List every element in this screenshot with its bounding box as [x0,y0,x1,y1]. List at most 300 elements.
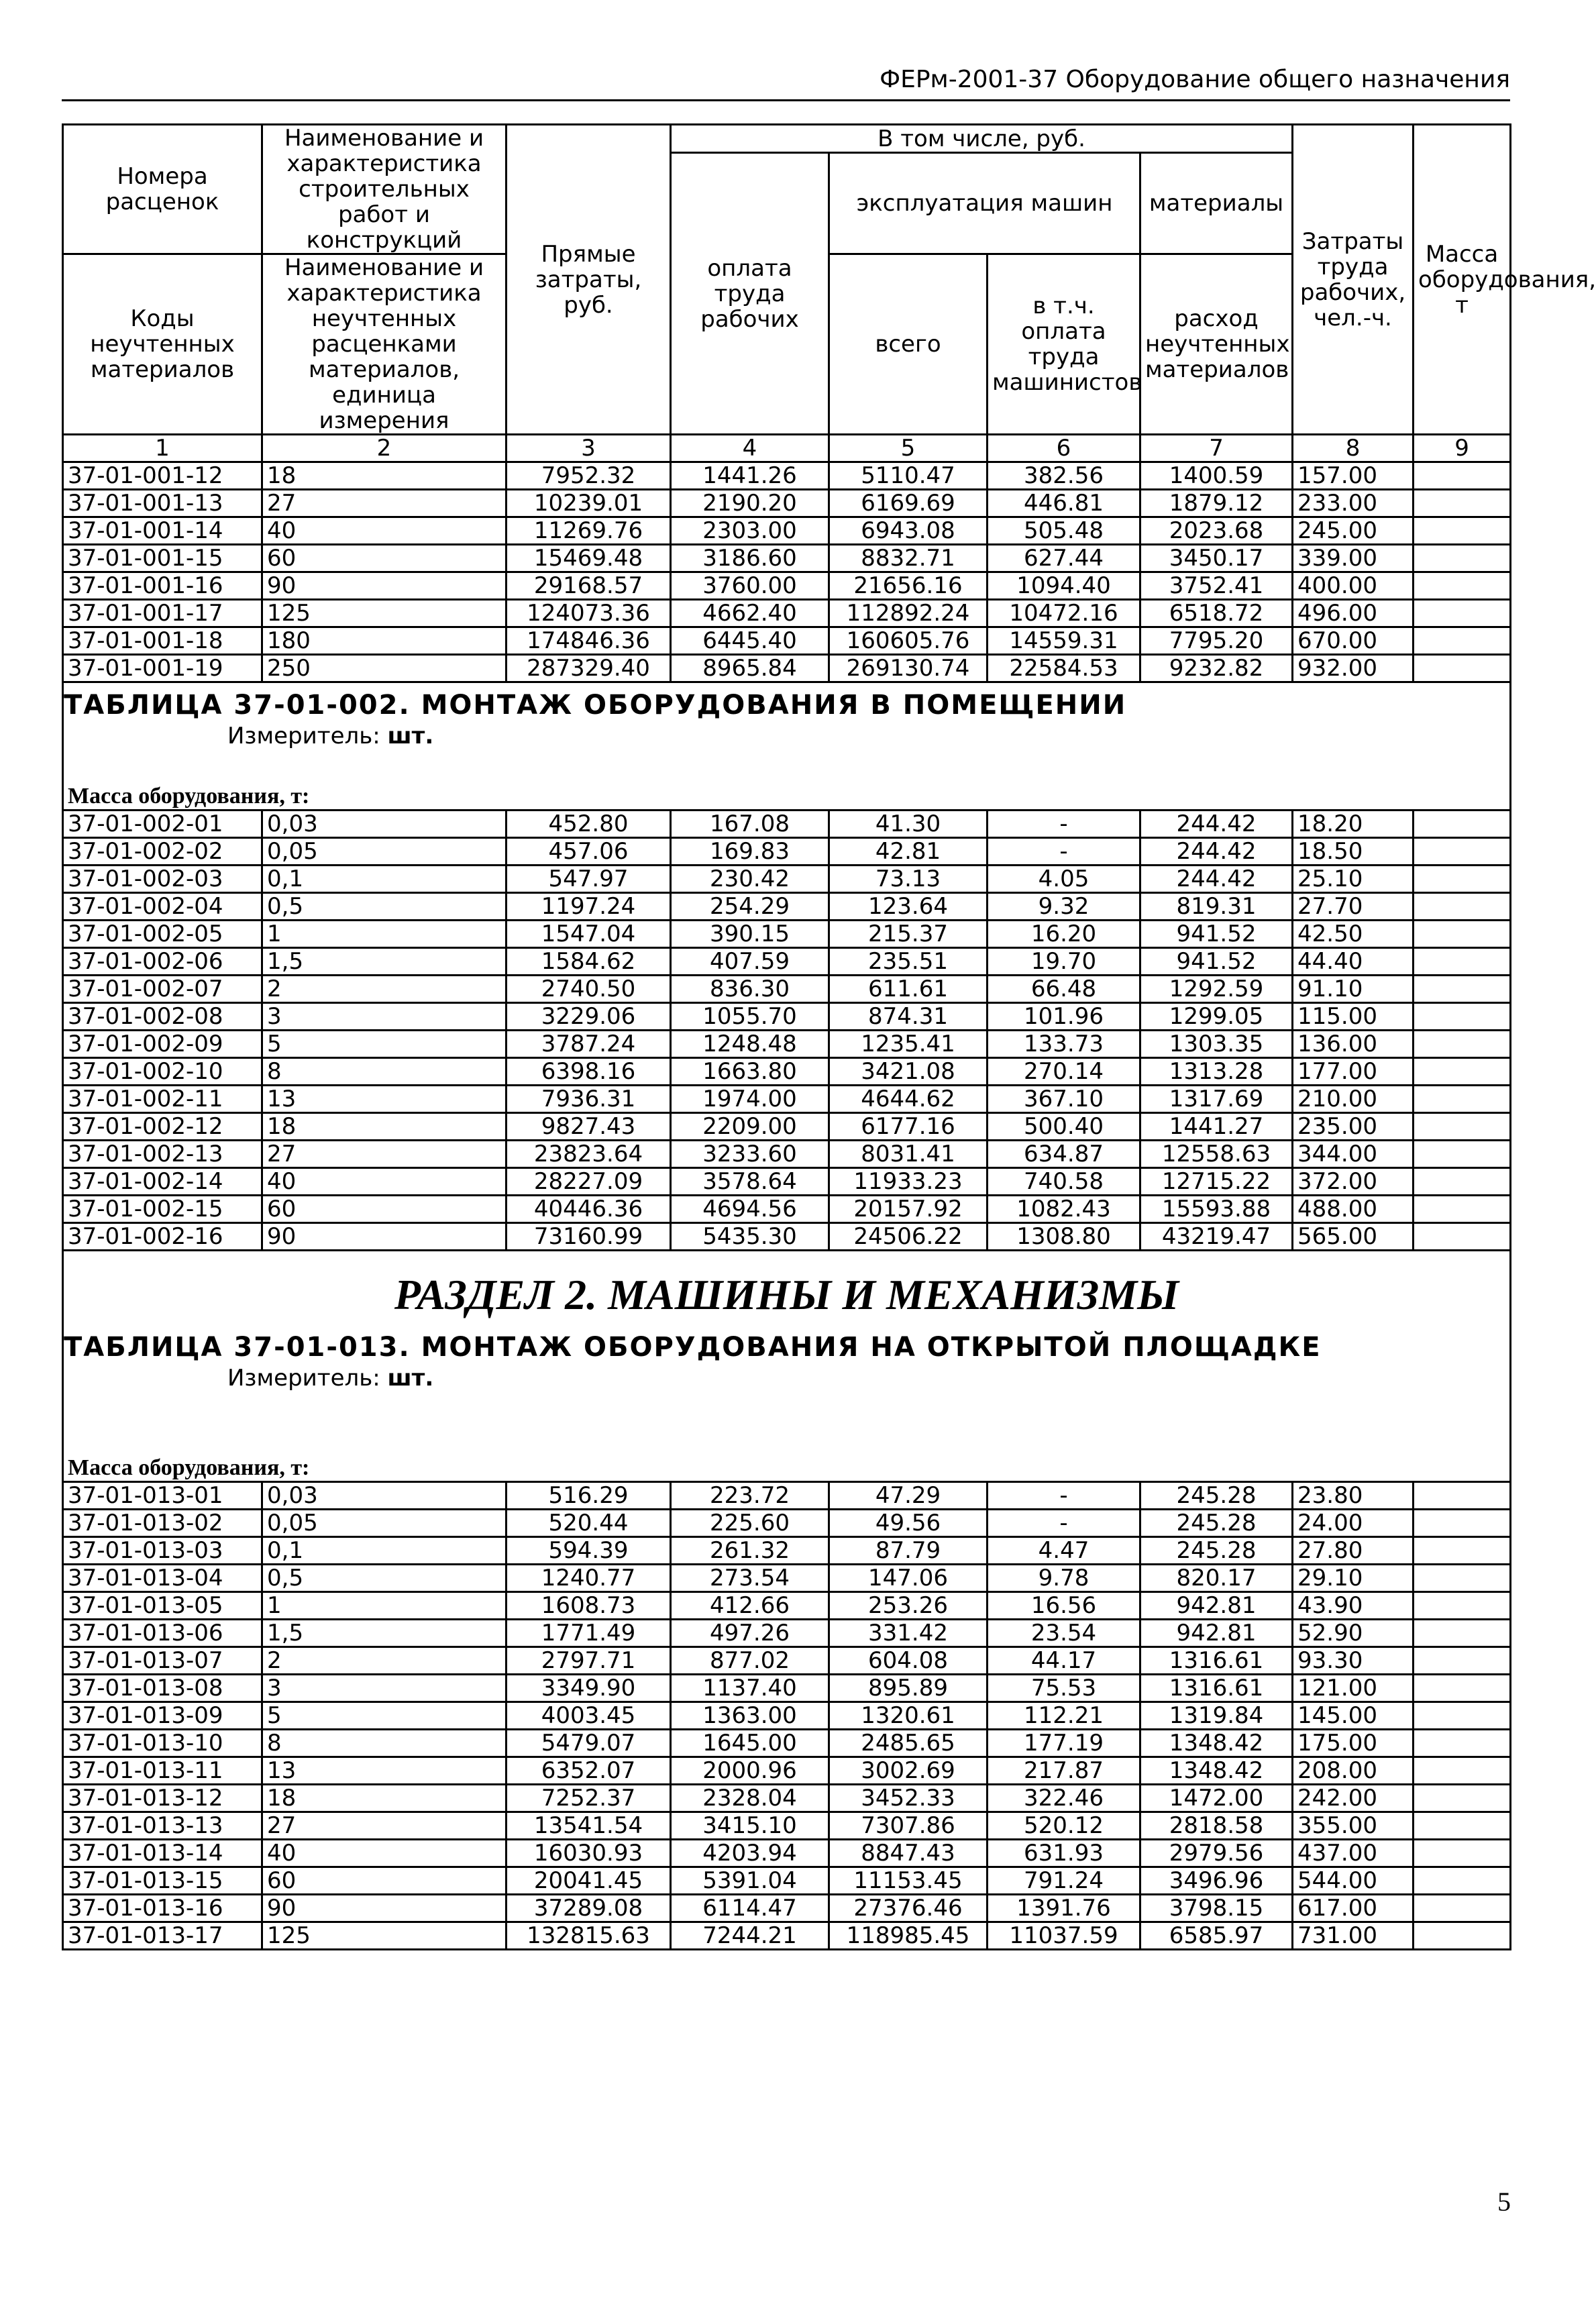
cell-col-5: 160605.76 [829,627,988,655]
cell-col-7: 43219.47 [1140,1223,1293,1251]
cell-col-9 [1414,1867,1511,1895]
cell-col-5: 11933.23 [829,1168,988,1196]
cell-col-8: 177.00 [1293,1058,1414,1086]
header-work-name: Наименование и характеристика строительных работ и конструкций [262,125,507,254]
cell-col-8: 175.00 [1293,1730,1414,1757]
cell-col-9 [1414,1223,1511,1251]
table-title-cell [63,682,1511,762]
cell-col-9 [1414,1675,1511,1702]
cell-col-8: 27.80 [1293,1537,1414,1565]
cell-col-9 [1414,921,1511,948]
cell-col-6: 791.24 [988,1867,1140,1895]
cell-col-2: 250 [262,655,507,682]
cell-col-6: 1094.40 [988,572,1140,600]
cell-col-9 [1414,866,1511,893]
section-row [63,1251,1511,1433]
cell-col-2: 2 [262,1647,507,1675]
cell-col-9 [1414,517,1511,545]
cell-col-9 [1414,1086,1511,1113]
cell-col-4: 225.60 [671,1510,829,1537]
cell-col-3: 6352.07 [507,1757,671,1785]
cell-col-2: 0,5 [262,1565,507,1592]
cell-col-8: 23.80 [1293,1482,1414,1510]
cell-col-5: 6169.69 [829,490,988,517]
table-row [63,545,1511,572]
cell-col-9 [1414,1003,1511,1031]
mass-label-row [63,1432,1511,1482]
cell-col-9 [1414,1647,1511,1675]
cell-col-3: 1771.49 [507,1620,671,1647]
cell-col-7: 820.17 [1140,1565,1293,1592]
cell-col-5: 3002.69 [829,1757,988,1785]
header-material-usage: расход неучтенных материалов [1140,254,1293,435]
cell-col-9 [1414,462,1511,490]
cell-col-1: 37-01-002-11 [63,1086,262,1113]
cell-col-5: 215.37 [829,921,988,948]
cell-col-1: 37-01-001-18 [63,627,262,655]
cell-col-4: 1974.00 [671,1086,829,1113]
cell-col-6: 66.48 [988,976,1140,1003]
cell-col-8: 235.00 [1293,1113,1414,1141]
cell-col-6: 446.81 [988,490,1140,517]
cell-col-5: 8847.43 [829,1840,988,1867]
cell-col-5: 87.79 [829,1537,988,1565]
cell-col-2: 0,05 [262,1510,507,1537]
cell-col-1: 37-01-002-15 [63,1196,262,1223]
cell-col-1: 37-01-013-10 [63,1730,262,1757]
table-row [63,1168,1511,1196]
cell-col-4: 167.08 [671,811,829,838]
cell-col-9 [1414,572,1511,600]
cell-col-5: 7307.86 [829,1812,988,1840]
page-header: ФЕРм-2001-37 Оборудование общего назначения [880,66,1510,93]
cell-col-3: 16030.93 [507,1840,671,1867]
cell-col-4: 407.59 [671,948,829,976]
cell-col-6: 270.14 [988,1058,1140,1086]
cell-col-4: 6445.40 [671,627,829,655]
cell-col-3: 3229.06 [507,1003,671,1031]
cell-col-6: 16.56 [988,1592,1140,1620]
cell-col-9 [1414,545,1511,572]
cell-col-8: 339.00 [1293,545,1414,572]
cell-col-8: 29.10 [1293,1565,1414,1592]
cell-col-6: 11037.59 [988,1922,1140,1950]
column-number: 2 [262,435,507,462]
cell-col-9 [1414,1196,1511,1223]
rates-table [62,123,1596,1950]
cell-col-1: 37-01-013-02 [63,1510,262,1537]
table-row [63,1757,1511,1785]
table-row [63,1223,1511,1251]
cell-col-8: 91.10 [1293,976,1414,1003]
cell-col-4: 261.32 [671,1537,829,1565]
cell-col-5: 27376.46 [829,1895,988,1922]
table-row [63,462,1511,490]
cell-col-2: 5 [262,1031,507,1058]
cell-col-8: 210.00 [1293,1086,1414,1113]
table-row [63,1620,1511,1647]
cell-col-7: 245.28 [1140,1482,1293,1510]
table-row [63,1675,1511,1702]
cell-col-5: 24506.22 [829,1223,988,1251]
cell-col-4: 412.66 [671,1592,829,1620]
cell-col-2: 90 [262,1223,507,1251]
table-row [63,1086,1511,1113]
cell-col-4: 1441.26 [671,462,829,490]
cell-col-1: 37-01-001-19 [63,655,262,682]
cell-col-8: 24.00 [1293,1510,1414,1537]
cell-col-9 [1414,1510,1511,1537]
cell-col-9 [1414,976,1511,1003]
cell-col-7: 1303.35 [1140,1031,1293,1058]
cell-col-6: 4.47 [988,1537,1140,1565]
cell-col-7: 244.42 [1140,811,1293,838]
table-row [63,948,1511,976]
measure-unit: шт. [387,723,434,749]
cell-col-2: 60 [262,1867,507,1895]
column-number: 4 [671,435,829,462]
cell-col-9 [1414,1113,1511,1141]
cell-col-4: 169.83 [671,838,829,866]
cell-col-7: 245.28 [1140,1537,1293,1565]
cell-col-7: 1316.61 [1140,1647,1293,1675]
cell-col-6: 4.05 [988,866,1140,893]
header-rate-numbers: Номера расценок [63,125,262,254]
table-row [63,1592,1511,1620]
cell-col-9 [1414,1785,1511,1812]
mass-label: Масса оборудования, т: [63,1432,1511,1482]
table-row [63,893,1511,921]
cell-col-6: 101.96 [988,1003,1140,1031]
table-row [63,1196,1511,1223]
cell-col-2: 60 [262,545,507,572]
cell-col-9 [1414,1592,1511,1620]
cell-col-8: 136.00 [1293,1031,1414,1058]
cell-col-4: 836.30 [671,976,829,1003]
cell-col-5: 49.56 [829,1510,988,1537]
cell-col-7: 244.42 [1140,838,1293,866]
table-row [63,572,1511,600]
cell-col-7: 1292.59 [1140,976,1293,1003]
cell-col-4: 2303.00 [671,517,829,545]
cell-col-3: 9827.43 [507,1113,671,1141]
cell-col-6: 1082.43 [988,1196,1140,1223]
cell-col-1: 37-01-013-05 [63,1592,262,1620]
cell-col-7: 1348.42 [1140,1757,1293,1785]
cell-col-2: 1,5 [262,1620,507,1647]
cell-col-9 [1414,1168,1511,1196]
measure-line [227,723,1505,749]
cell-col-6: 520.12 [988,1812,1140,1840]
cell-col-8: 42.50 [1293,921,1414,948]
cell-col-6: 740.58 [988,1168,1140,1196]
cell-col-8: 18.20 [1293,811,1414,838]
cell-col-1: 37-01-013-09 [63,1702,262,1730]
cell-col-3: 73160.99 [507,1223,671,1251]
cell-col-2: 0,03 [262,1482,507,1510]
table-row [63,1785,1511,1812]
cell-col-1: 37-01-013-06 [63,1620,262,1647]
cell-col-2: 13 [262,1757,507,1785]
cell-col-1: 37-01-013-16 [63,1895,262,1922]
cell-col-9 [1414,1840,1511,1867]
cell-col-6: - [988,1482,1140,1510]
cell-col-7: 2979.56 [1140,1840,1293,1867]
cell-col-4: 4694.56 [671,1196,829,1223]
cell-col-1: 37-01-013-15 [63,1867,262,1895]
cell-col-7: 941.52 [1140,921,1293,948]
cell-col-5: 269130.74 [829,655,988,682]
cell-col-5: 8031.41 [829,1141,988,1168]
cell-col-4: 3233.60 [671,1141,829,1168]
cell-col-2: 13 [262,1086,507,1113]
cell-col-2: 1 [262,1592,507,1620]
cell-col-6: 10472.16 [988,600,1140,627]
cell-col-1: 37-01-002-10 [63,1058,262,1086]
table-row [63,600,1511,627]
cell-col-8: 43.90 [1293,1592,1414,1620]
cell-col-4: 273.54 [671,1565,829,1592]
header-machines: эксплуатация машин [829,153,1140,254]
cell-col-9 [1414,948,1511,976]
table-row [63,838,1511,866]
cell-col-5: 895.89 [829,1675,988,1702]
cell-col-7: 942.81 [1140,1592,1293,1620]
cell-col-9 [1414,1482,1511,1510]
cell-col-7: 1316.61 [1140,1675,1293,1702]
cell-col-1: 37-01-013-11 [63,1757,262,1785]
cell-col-3: 23823.64 [507,1141,671,1168]
cell-col-6: - [988,811,1140,838]
cell-col-2: 0,05 [262,838,507,866]
cell-col-7: 3496.96 [1140,1867,1293,1895]
cell-col-5: 73.13 [829,866,988,893]
cell-col-1: 37-01-013-08 [63,1675,262,1702]
cell-col-8: 25.10 [1293,866,1414,893]
cell-col-8: 670.00 [1293,627,1414,655]
cell-col-5: 147.06 [829,1565,988,1592]
cell-col-5: 41.30 [829,811,988,838]
cell-col-9 [1414,893,1511,921]
cell-col-1: 37-01-002-03 [63,866,262,893]
cell-col-8: 233.00 [1293,490,1414,517]
cell-col-5: 6177.16 [829,1113,988,1141]
cell-col-9 [1414,1702,1511,1730]
cell-col-4: 1363.00 [671,1702,829,1730]
column-number: 6 [988,435,1140,462]
cell-col-6: 112.21 [988,1702,1140,1730]
mass-label-row [63,761,1511,811]
cell-col-6: 1308.80 [988,1223,1140,1251]
cell-col-7: 1441.27 [1140,1113,1293,1141]
cell-col-3: 7952.32 [507,462,671,490]
cell-col-8: 400.00 [1293,572,1414,600]
cell-col-3: 5479.07 [507,1730,671,1757]
cell-col-4: 1055.70 [671,1003,829,1031]
cell-col-4: 254.29 [671,893,829,921]
cell-col-7: 941.52 [1140,948,1293,976]
header-machines-total: всего [829,254,988,435]
cell-col-6: 23.54 [988,1620,1140,1647]
header-wages: оплата труда рабочих [671,153,829,435]
cell-col-1: 37-01-002-07 [63,976,262,1003]
cell-col-8: 488.00 [1293,1196,1414,1223]
cell-col-2: 3 [262,1675,507,1702]
cell-col-1: 37-01-002-04 [63,893,262,921]
cell-col-2: 27 [262,1812,507,1840]
cell-col-7: 6518.72 [1140,600,1293,627]
cell-col-3: 2740.50 [507,976,671,1003]
cell-col-5: 112892.24 [829,600,988,627]
cell-col-6: 367.10 [988,1086,1140,1113]
cell-col-3: 28227.09 [507,1168,671,1196]
cell-col-1: 37-01-013-01 [63,1482,262,1510]
cell-col-4: 7244.21 [671,1922,829,1950]
cell-col-8: 121.00 [1293,1675,1414,1702]
cell-col-5: 21656.16 [829,572,988,600]
cell-col-5: 604.08 [829,1647,988,1675]
cell-col-4: 3578.64 [671,1168,829,1196]
section-title: РАЗДЕЛ 2. МАШИНЫ И МЕХАНИЗМЫ [394,1271,1179,1318]
cell-col-2: 90 [262,572,507,600]
cell-col-1: 37-01-013-07 [63,1647,262,1675]
cell-col-8: 242.00 [1293,1785,1414,1812]
cell-col-7: 1319.84 [1140,1702,1293,1730]
cell-col-1: 37-01-001-12 [63,462,262,490]
cell-col-2: 1,5 [262,948,507,976]
cell-col-9 [1414,1058,1511,1086]
cell-col-2: 18 [262,462,507,490]
cell-col-6: 9.32 [988,893,1140,921]
cell-col-6: 500.40 [988,1113,1140,1141]
cell-col-8: 18.50 [1293,838,1414,866]
mass-label: Масса оборудования, т: [63,761,1511,811]
header-material-codes: Коды неучтенных материалов [63,254,262,435]
cell-col-3: 7936.31 [507,1086,671,1113]
cell-col-4: 5391.04 [671,1867,829,1895]
cell-col-2: 60 [262,1196,507,1223]
cell-col-6: 505.48 [988,517,1140,545]
measure-label: Измеритель: [227,723,380,749]
cell-col-5: 2485.65 [829,1730,988,1757]
cell-col-8: 932.00 [1293,655,1414,682]
cell-col-3: 124073.36 [507,600,671,627]
cell-col-1: 37-01-002-01 [63,811,262,838]
cell-col-4: 3760.00 [671,572,829,600]
table-row [63,921,1511,948]
cell-col-3: 29168.57 [507,572,671,600]
table-row [63,627,1511,655]
cell-col-2: 40 [262,1168,507,1196]
table-row [63,1510,1511,1537]
table-row [63,1058,1511,1086]
table-row [63,490,1511,517]
cell-col-8: 344.00 [1293,1141,1414,1168]
cell-col-1: 37-01-001-13 [63,490,262,517]
cell-col-8: 157.00 [1293,462,1414,490]
cell-col-2: 8 [262,1058,507,1086]
cell-col-4: 223.72 [671,1482,829,1510]
cell-col-4: 4203.94 [671,1840,829,1867]
cell-col-2: 1 [262,921,507,948]
header-including: В том числе, руб. [671,125,1293,153]
cell-col-7: 2023.68 [1140,517,1293,545]
cell-col-4: 1645.00 [671,1730,829,1757]
cell-col-5: 874.31 [829,1003,988,1031]
cell-col-1: 37-01-013-12 [63,1785,262,1812]
cell-col-3: 174846.36 [507,627,671,655]
cell-col-9 [1414,600,1511,627]
cell-col-7: 1472.00 [1140,1785,1293,1812]
cell-col-5: 235.51 [829,948,988,976]
cell-col-1: 37-01-002-09 [63,1031,262,1058]
table-row [63,517,1511,545]
cell-col-3: 547.97 [507,866,671,893]
cell-col-5: 123.64 [829,893,988,921]
cell-col-9 [1414,1537,1511,1565]
measure-unit: шт. [387,1365,434,1392]
cell-col-2: 90 [262,1895,507,1922]
table-row [63,1730,1511,1757]
cell-col-9 [1414,811,1511,838]
page-number: 5 [1497,2187,1511,2217]
cell-col-8: 565.00 [1293,1223,1414,1251]
cell-col-1: 37-01-013-13 [63,1812,262,1840]
cell-col-6: - [988,838,1140,866]
cell-col-1: 37-01-013-17 [63,1922,262,1950]
cell-col-7: 1348.42 [1140,1730,1293,1757]
table-row [63,1003,1511,1031]
cell-col-3: 3349.90 [507,1675,671,1702]
cell-col-1: 37-01-001-17 [63,600,262,627]
cell-col-3: 2797.71 [507,1647,671,1675]
cell-col-3: 452.80 [507,811,671,838]
cell-col-1: 37-01-002-16 [63,1223,262,1251]
cell-col-5: 6943.08 [829,517,988,545]
cell-col-4: 1248.48 [671,1031,829,1058]
cell-col-2: 8 [262,1730,507,1757]
cell-col-7: 1400.59 [1140,462,1293,490]
cell-col-6: 627.44 [988,545,1140,572]
cell-col-8: 617.00 [1293,1895,1414,1922]
cell-col-6: 22584.53 [988,655,1140,682]
cell-col-7: 3752.41 [1140,572,1293,600]
cell-col-1: 37-01-002-12 [63,1113,262,1141]
cell-col-7: 3798.15 [1140,1895,1293,1922]
cell-col-1: 37-01-001-15 [63,545,262,572]
table-row [63,1812,1511,1840]
table-row [63,1565,1511,1592]
cell-col-4: 2209.00 [671,1113,829,1141]
cell-col-5: 8832.71 [829,545,988,572]
cell-col-4: 2000.96 [671,1757,829,1785]
table-row [63,1922,1511,1950]
cell-col-5: 4644.62 [829,1086,988,1113]
cell-col-7: 1317.69 [1140,1086,1293,1113]
cell-col-6: 44.17 [988,1647,1140,1675]
cell-col-1: 37-01-002-08 [63,1003,262,1031]
cell-col-5: 20157.92 [829,1196,988,1223]
cell-col-1: 37-01-002-05 [63,921,262,948]
cell-col-7: 1879.12 [1140,490,1293,517]
cell-col-2: 0,5 [262,893,507,921]
section-cell [63,1251,1511,1433]
column-number: 3 [507,435,671,462]
cell-col-5: 11153.45 [829,1867,988,1895]
cell-col-7: 1299.05 [1140,1003,1293,1031]
cell-col-4: 1137.40 [671,1675,829,1702]
cell-col-6: 16.20 [988,921,1140,948]
